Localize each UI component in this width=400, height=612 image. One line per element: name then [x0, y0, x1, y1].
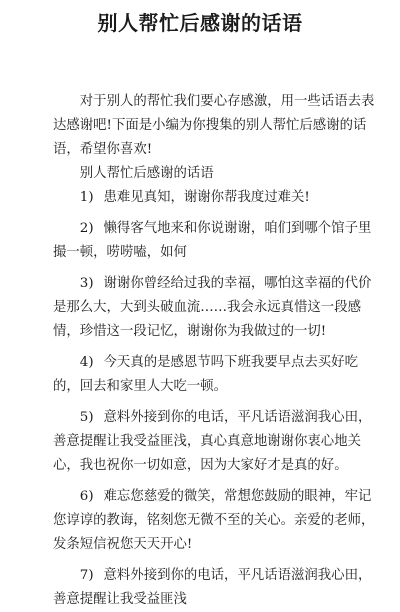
list-item — [53, 351, 375, 399]
page-title: 别人帮忙后感谢的话语 — [97, 11, 303, 35]
item-number: 1) — [79, 190, 94, 205]
list-item — [53, 272, 375, 344]
item-number: 2) — [79, 221, 94, 236]
intro-paragraph: 对于别人的帮忙我们要心存感激，用一些话语去表达感谢吧!下面是小编为你搜集的别人帮忙后感谢的话语，希望你喜欢! — [53, 94, 375, 157]
list-item — [53, 217, 375, 265]
list-item — [53, 485, 375, 557]
list-item — [53, 406, 375, 478]
item-number: 5) — [79, 410, 94, 425]
list-item — [53, 186, 375, 210]
item-number: 3) — [79, 276, 94, 291]
item-text: 难忘您慈爱的微笑，常想您鼓励的眼神，牢记您谆谆的教诲，铭刻您无微不至的关心。亲爱的老师，发条短信祝您天天开心! — [53, 489, 375, 552]
item-number: 7) — [79, 568, 94, 583]
item-text: 意料外接到你的电话，平凡话语滋润我心田，善意提醒让我受益匪浅，真心真意地谢谢你衷心地关心，我也祝你一切如意，因为大家好才是真的好。 — [53, 410, 372, 473]
item-text: 患难见真知，谢谢你帮我度过难关! — [103, 190, 310, 205]
item-number: 6) — [79, 489, 94, 504]
item-number: 4) — [79, 355, 94, 370]
item-text: 今天真的是感恩节吗下班我要早点去买好吃的，回去和家里人大吃一顿。 — [53, 355, 358, 394]
item-text: 谢谢你曾经给过我的幸福，哪怕这幸福的代价是那么大，大到头破血流……我会永远真惜这一段感情，珍惜这一段记忆，谢谢你为我做过的一切! — [53, 276, 372, 339]
section-heading: 别人帮忙后感谢的话语 — [79, 166, 214, 181]
item-text: 懒得客气地来和你说谢谢，咱们到哪个馆子里撮一顿，唠唠嗑，如何 — [53, 221, 372, 260]
item-text: 意料外接到你的电话，平凡话语滋润我心田，善意提醒让我受益匪浅 — [53, 568, 372, 607]
list-item — [53, 564, 375, 612]
article-body — [53, 90, 375, 612]
